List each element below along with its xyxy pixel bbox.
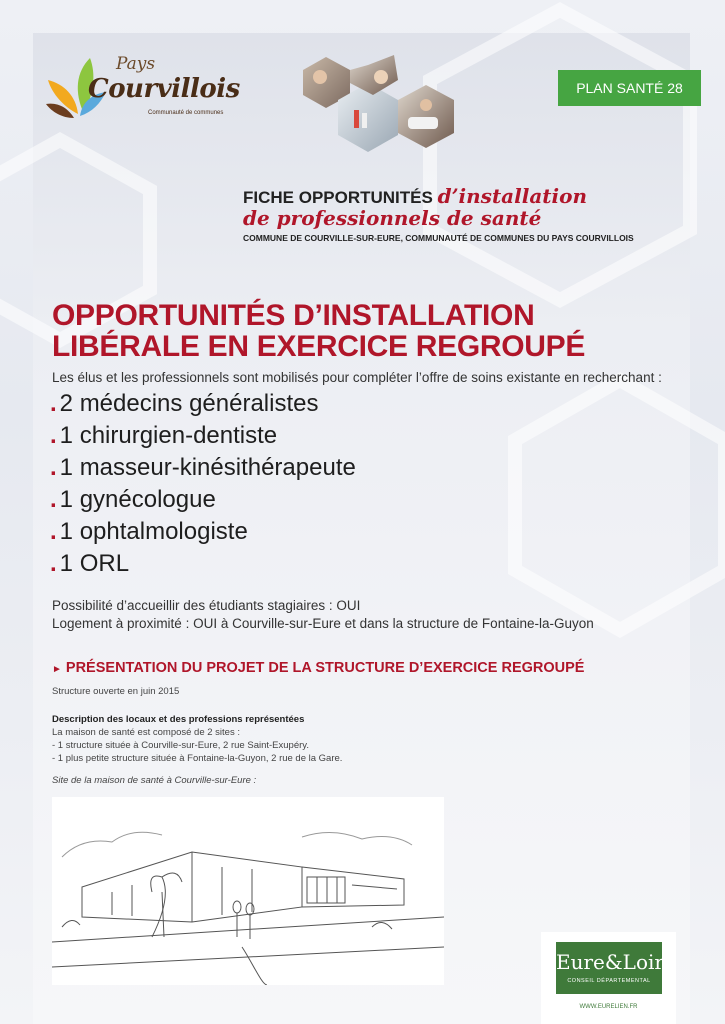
health-photos-hexagons [298, 55, 456, 155]
main-title-line1: OPPORTUNITÉS D’INSTALLATION [52, 299, 535, 332]
description-line: La maison de santé est composé de 2 sites : [52, 727, 240, 738]
bullet-icon: . [50, 550, 57, 577]
bullet-icon: . [50, 486, 57, 513]
fiche-header [243, 184, 683, 243]
intro-text: Les élus et les professionnels sont mobilisés pour compléter l’offre de soins existante en recherchant : [52, 370, 662, 385]
list-item: . 1 ophtalmologiste [50, 518, 248, 545]
bullet-icon: . [50, 390, 57, 417]
eure-loir-brand: Eure&Loir [556, 950, 664, 974]
stagiaires-text: Possibilité d’accueillir des étudiants stagiaires : OUI [52, 598, 361, 613]
site-caption: Site de la maison de santé à Courville-sur-Eure : [52, 775, 257, 786]
fiche-title [243, 184, 683, 208]
extra-info [52, 597, 594, 633]
plan-sante-badge: PLAN SANTÉ 28 [558, 70, 701, 106]
logo-name-text: Courvillois [88, 74, 240, 104]
list-item: . 2 médecins généralistes [50, 390, 319, 417]
fiche-commune: COMMUNE DE COURVILLE-SUR-EURE, COMMUNAUTÉ DE COMMUNES DU PAYS COURVILLOIS [243, 233, 634, 243]
opened-date: Structure ouverte en juin 2015 [52, 686, 180, 697]
list-item: . 1 ORL [50, 550, 130, 577]
list-item: . 1 chirurgien-dentiste [50, 422, 278, 449]
main-title-line2: LIBÉRALE EN EXERCICE REGROUPÉ [52, 330, 586, 363]
needs-list [50, 388, 356, 580]
pays-courvillois-logo [44, 52, 240, 132]
eure-loir-logo [541, 932, 676, 1024]
bullet-icon: . [50, 518, 57, 545]
bullet-icon: . [50, 422, 57, 449]
building-sketch [52, 797, 444, 985]
project-heading: ► PRÉSENTATION DU PROJET DE LA STRUCTURE D’EXERCICE REGROUPÉ [52, 660, 585, 676]
eure-loir-website: WWW.EURELIEN.FR [579, 1004, 638, 1010]
logo-subtitle: Communauté de communes [148, 110, 224, 116]
list-item: . 1 gynécologue [50, 486, 216, 513]
description-heading: Description des locaux et des professions représentées [52, 714, 305, 725]
logement-text: Logement à proximité : OUI à Courville-sur-Eure et dans la structure de Fontaine-la-Guyon [52, 616, 594, 631]
triangle-right-icon: ► [52, 664, 62, 675]
eure-loir-department: CONSEIL DÉPARTEMENTAL [567, 978, 651, 984]
description-line: - 1 structure située à Courville-sur-Eure, 2 rue Saint-Exupéry. [52, 740, 309, 751]
bullet-icon: . [50, 454, 57, 481]
description-line: - 1 plus petite structure située à Fontaine-la-Guyon, 2 rue de la Gare. [52, 753, 343, 764]
fiche-title-plain: FICHE OPPORTUNITÉS [243, 188, 433, 207]
list-item: . 1 masseur-kinésithérapeute [50, 454, 356, 481]
fiche-title-italic: d’installation [437, 184, 588, 208]
logo-pays-text: Pays [116, 54, 156, 74]
eure-loir-badge [556, 942, 662, 994]
project-description [52, 713, 342, 765]
fiche-subtitle: de professionnels de santé [243, 206, 542, 230]
main-title [52, 300, 585, 362]
